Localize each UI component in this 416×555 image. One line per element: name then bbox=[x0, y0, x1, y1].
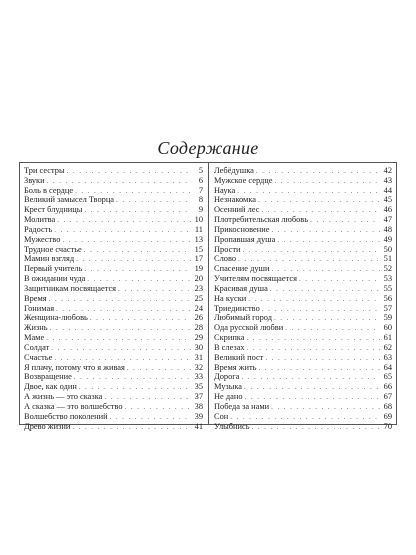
dot-leader bbox=[49, 295, 191, 305]
toc-entry-title: Великий замысел Творца bbox=[24, 195, 115, 205]
toc-entry-title: А жизнь — это сказка bbox=[24, 392, 103, 402]
toc-entry bbox=[214, 264, 392, 274]
dot-leader bbox=[90, 314, 191, 324]
toc-entry-title: Я плачу, потому что я живая bbox=[24, 362, 125, 372]
toc-entry bbox=[214, 176, 392, 186]
toc-entry-title: Музыка bbox=[214, 382, 243, 392]
toc-entry bbox=[214, 274, 392, 284]
toc-entry-title: Мужское сердце bbox=[214, 175, 273, 185]
toc-entry-title: Прости bbox=[214, 244, 241, 254]
toc-entry-page: 43 bbox=[383, 175, 392, 185]
toc-entry-page: 55 bbox=[383, 283, 392, 293]
toc-entry-page: 42 bbox=[383, 166, 392, 175]
toc-entry-title: Красивая душа bbox=[214, 283, 268, 293]
toc-entry-page: 11 bbox=[194, 224, 203, 234]
toc-entry bbox=[214, 205, 392, 215]
toc-entry-title: Победа за нами bbox=[214, 401, 270, 411]
toc-entry-title: Древо жизни bbox=[24, 421, 71, 431]
dot-leader bbox=[125, 403, 191, 413]
toc-entry bbox=[214, 195, 392, 205]
toc-entry bbox=[214, 294, 392, 304]
toc-entry-page: 28 bbox=[194, 323, 203, 333]
toc-entry bbox=[24, 235, 203, 245]
toc-entry bbox=[214, 245, 392, 255]
toc-entry bbox=[24, 372, 203, 382]
toc-entry-page: 69 bbox=[383, 411, 392, 421]
toc-entry-page: 35 bbox=[194, 382, 203, 392]
toc-entry-page: 44 bbox=[383, 185, 392, 195]
toc-entry bbox=[214, 382, 392, 392]
dot-leader bbox=[84, 246, 191, 256]
toc-entry-page: 61 bbox=[383, 333, 392, 343]
dot-leader bbox=[275, 177, 381, 187]
toc-entry-title: Спасение души bbox=[214, 264, 270, 274]
toc-entry-page: 10 bbox=[194, 215, 203, 225]
toc-entry bbox=[24, 264, 203, 274]
toc-entry-title: Звуки bbox=[24, 175, 45, 185]
toc-entry-page: 15 bbox=[194, 244, 203, 254]
toc-entry-title: Улыбнись bbox=[214, 421, 250, 431]
dot-leader bbox=[46, 334, 191, 344]
toc-entry-page: 9 bbox=[198, 205, 203, 215]
dot-leader bbox=[270, 285, 380, 295]
toc-entry-page: 66 bbox=[383, 382, 392, 392]
toc-entry-page: 5 bbox=[198, 166, 203, 175]
toc-entry-page: 70 bbox=[383, 421, 392, 431]
toc-entry-page: 39 bbox=[194, 411, 203, 421]
dot-leader bbox=[274, 314, 380, 324]
column-divider bbox=[208, 162, 209, 425]
toc-entry-title: Время bbox=[24, 293, 47, 303]
dot-leader bbox=[247, 344, 380, 354]
toc-entry-page: 57 bbox=[383, 303, 392, 313]
toc-entry-title: Волшебство поколений bbox=[24, 411, 108, 421]
dot-leader bbox=[230, 413, 380, 423]
toc-entry-page: 37 bbox=[194, 392, 203, 402]
toc-entry-title: Ода русской любви bbox=[214, 323, 284, 333]
toc-entry-page: 51 bbox=[383, 254, 392, 264]
toc-entry-page: 33 bbox=[194, 372, 203, 382]
toc-entry-title: Жизнь bbox=[24, 323, 48, 333]
dot-leader bbox=[258, 196, 380, 206]
toc-entry bbox=[214, 313, 392, 323]
toc-entry bbox=[24, 392, 203, 402]
toc-entry-page: 65 bbox=[383, 372, 392, 382]
dot-leader bbox=[67, 167, 191, 177]
toc-entry-title: Радость bbox=[24, 224, 53, 234]
dot-leader bbox=[256, 167, 380, 177]
toc-entry-title: Любимый город bbox=[214, 313, 272, 323]
dot-leader bbox=[271, 403, 380, 413]
toc-entry-page: 46 bbox=[383, 205, 392, 215]
toc-entry-title: Защитникам посвящается bbox=[24, 283, 117, 293]
toc-entry bbox=[24, 343, 203, 353]
toc-entry-page: 20 bbox=[194, 274, 203, 284]
toc-entry-page: 13 bbox=[194, 234, 203, 244]
dot-leader bbox=[84, 265, 191, 275]
dot-leader bbox=[110, 413, 191, 423]
toc-entry-page: 68 bbox=[383, 401, 392, 411]
toc-entry-title: А сказка — это волшебство bbox=[24, 401, 123, 411]
toc-entry-page: 48 bbox=[383, 224, 392, 234]
toc-entry-title: Великий пост bbox=[214, 352, 264, 362]
dot-leader bbox=[265, 354, 380, 364]
toc-entry-title: Не дано bbox=[214, 392, 243, 402]
dot-leader bbox=[241, 373, 380, 383]
dot-leader bbox=[54, 226, 191, 236]
toc-entry-page: 63 bbox=[383, 352, 392, 362]
toc-entry-title: Прикосновение bbox=[214, 224, 270, 234]
toc-entry-title: Учителям посвящается bbox=[214, 274, 297, 284]
toc-entry bbox=[214, 254, 392, 264]
toc-entry bbox=[214, 166, 392, 176]
toc-entry-page: 6 bbox=[198, 175, 203, 185]
toc-entry bbox=[24, 294, 203, 304]
toc-entry bbox=[24, 186, 203, 196]
toc-entry-title: Осенний лес bbox=[214, 205, 260, 215]
dot-leader bbox=[237, 187, 380, 197]
toc-column-right bbox=[214, 166, 392, 431]
dot-leader bbox=[51, 344, 191, 354]
toc-entry-title: Молитва bbox=[24, 215, 56, 225]
toc-entry bbox=[24, 313, 203, 323]
toc-entry bbox=[24, 245, 203, 255]
toc-entry-page: 64 bbox=[383, 362, 392, 372]
toc-entry-title: Возвращение bbox=[24, 372, 72, 382]
toc-entry-page: 29 bbox=[194, 333, 203, 343]
dot-leader bbox=[310, 216, 380, 226]
toc-entry-title: Крест блудницы bbox=[24, 205, 83, 215]
dot-leader bbox=[116, 196, 191, 206]
dot-leader bbox=[74, 373, 191, 383]
toc-entry bbox=[214, 402, 392, 412]
toc-entry bbox=[214, 323, 392, 333]
dot-leader bbox=[84, 206, 191, 216]
toc-entry bbox=[24, 363, 203, 373]
toc-entry bbox=[24, 205, 203, 215]
toc-entry bbox=[214, 392, 392, 402]
toc-entry-page: 8 bbox=[198, 195, 203, 205]
toc-entry bbox=[214, 215, 392, 225]
toc-entry-title: Первый учитель bbox=[24, 264, 83, 274]
toc-entry-title: На куски bbox=[214, 293, 247, 303]
dot-leader bbox=[271, 226, 380, 236]
dot-leader bbox=[262, 305, 380, 315]
dot-leader bbox=[243, 246, 381, 256]
toc-entry-title: Лебёдушка bbox=[214, 166, 254, 175]
dot-leader bbox=[258, 364, 380, 374]
toc-entry-page: 32 bbox=[194, 362, 203, 372]
toc-entry-page: 7 bbox=[198, 185, 203, 195]
toc-entry-page: 47 bbox=[383, 215, 392, 225]
toc-entry-page: 59 bbox=[383, 313, 392, 323]
toc-entry-title: Солдат bbox=[24, 342, 50, 352]
toc-entry-page: 67 bbox=[383, 392, 392, 402]
toc-entry bbox=[24, 422, 203, 432]
dot-leader bbox=[252, 423, 380, 433]
dot-leader bbox=[72, 423, 191, 433]
dot-leader bbox=[299, 275, 380, 285]
toc-entry-page: 50 bbox=[383, 244, 392, 254]
toc-entry bbox=[24, 225, 203, 235]
toc-entry-page: 38 bbox=[194, 401, 203, 411]
toc-entry-page: 60 bbox=[383, 323, 392, 333]
toc-entry-page: 52 bbox=[383, 264, 392, 274]
toc-column-left bbox=[24, 166, 203, 431]
toc-entry-page: 23 bbox=[194, 283, 203, 293]
toc-entry-title: Мужество bbox=[24, 234, 61, 244]
toc-entry-title: Слово bbox=[214, 254, 237, 264]
toc-entry bbox=[24, 284, 203, 294]
dot-leader bbox=[285, 324, 380, 334]
toc-entry-page: 49 bbox=[383, 234, 392, 244]
toc-entry bbox=[214, 225, 392, 235]
toc-entry bbox=[214, 422, 392, 432]
toc-entry-title: Дорога bbox=[214, 372, 240, 382]
toc-entry-page: 26 bbox=[194, 313, 203, 323]
toc-entry-page: 19 bbox=[194, 264, 203, 274]
toc-entry bbox=[214, 235, 392, 245]
dot-leader bbox=[244, 383, 380, 393]
toc-entry-page: 56 bbox=[383, 293, 392, 303]
toc-entry-title: Двое, как один bbox=[24, 382, 77, 392]
toc-entry bbox=[214, 304, 392, 314]
toc-entry bbox=[24, 304, 203, 314]
toc-entry-title: Женщина-любовь bbox=[24, 313, 88, 323]
toc-entry bbox=[24, 353, 203, 363]
toc-entry-title: Три сестры bbox=[24, 166, 65, 175]
dot-leader bbox=[76, 255, 191, 265]
toc-entry-title: Трудное счастье bbox=[24, 244, 82, 254]
dot-leader bbox=[118, 285, 191, 295]
dot-leader bbox=[50, 324, 191, 334]
dot-leader bbox=[248, 295, 380, 305]
toc-entry-title: Скрипка bbox=[214, 333, 245, 343]
dot-leader bbox=[127, 364, 191, 374]
toc-entry-title: Сон bbox=[214, 411, 229, 421]
toc-entry bbox=[24, 166, 203, 176]
toc-entry-title: Пропавшая душа bbox=[214, 234, 276, 244]
toc-entry bbox=[24, 215, 203, 225]
toc-entry bbox=[24, 323, 203, 333]
toc-entry-title: Плотребительская любовь bbox=[214, 215, 309, 225]
toc-entry bbox=[214, 333, 392, 343]
toc-entry bbox=[24, 274, 203, 284]
toc-entry bbox=[24, 402, 203, 412]
toc-entry bbox=[214, 412, 392, 422]
toc-entry-page: 25 bbox=[194, 293, 203, 303]
dot-leader bbox=[246, 334, 380, 344]
toc-entry-page: 17 bbox=[194, 254, 203, 264]
dot-leader bbox=[57, 216, 191, 226]
toc-entry bbox=[24, 333, 203, 343]
toc-entry-page: 62 bbox=[383, 342, 392, 352]
toc-entry-page: 53 bbox=[383, 274, 392, 284]
dot-leader bbox=[277, 236, 380, 246]
toc-entry bbox=[214, 363, 392, 373]
toc-entry-title: Счастье bbox=[24, 352, 53, 362]
toc-entry-title: Мамин взгляд bbox=[24, 254, 75, 264]
toc-entry bbox=[24, 195, 203, 205]
toc-entry-title: Триединство bbox=[214, 303, 260, 313]
toc-entry-page: 30 bbox=[194, 342, 203, 352]
toc-entry-title: В ожидании чуда bbox=[24, 274, 86, 284]
toc-entry-title: Наука bbox=[214, 185, 236, 195]
toc-entry-title: Маме bbox=[24, 333, 45, 343]
toc-entry bbox=[24, 412, 203, 422]
page-title: Содержание bbox=[157, 138, 259, 158]
toc-entry bbox=[214, 284, 392, 294]
toc-entry-page: 41 bbox=[194, 421, 203, 431]
toc-entry bbox=[24, 254, 203, 264]
toc-entry bbox=[214, 186, 392, 196]
toc-entry-page: 45 bbox=[383, 195, 392, 205]
toc-entry-title: Время жить bbox=[214, 362, 257, 372]
toc-entry bbox=[24, 382, 203, 392]
toc-entry-title: Гонимая bbox=[24, 303, 55, 313]
toc-entry-page: 31 bbox=[194, 352, 203, 362]
toc-entry-title: Боль в сердце bbox=[24, 185, 74, 195]
toc-entry-title: Незнакомка bbox=[214, 195, 257, 205]
toc-entry bbox=[24, 176, 203, 186]
toc-entry bbox=[214, 372, 392, 382]
toc-entry bbox=[214, 343, 392, 353]
toc-entry-title: В слезах bbox=[214, 342, 245, 352]
toc-entry-page: 24 bbox=[194, 303, 203, 313]
toc-entry bbox=[214, 353, 392, 363]
